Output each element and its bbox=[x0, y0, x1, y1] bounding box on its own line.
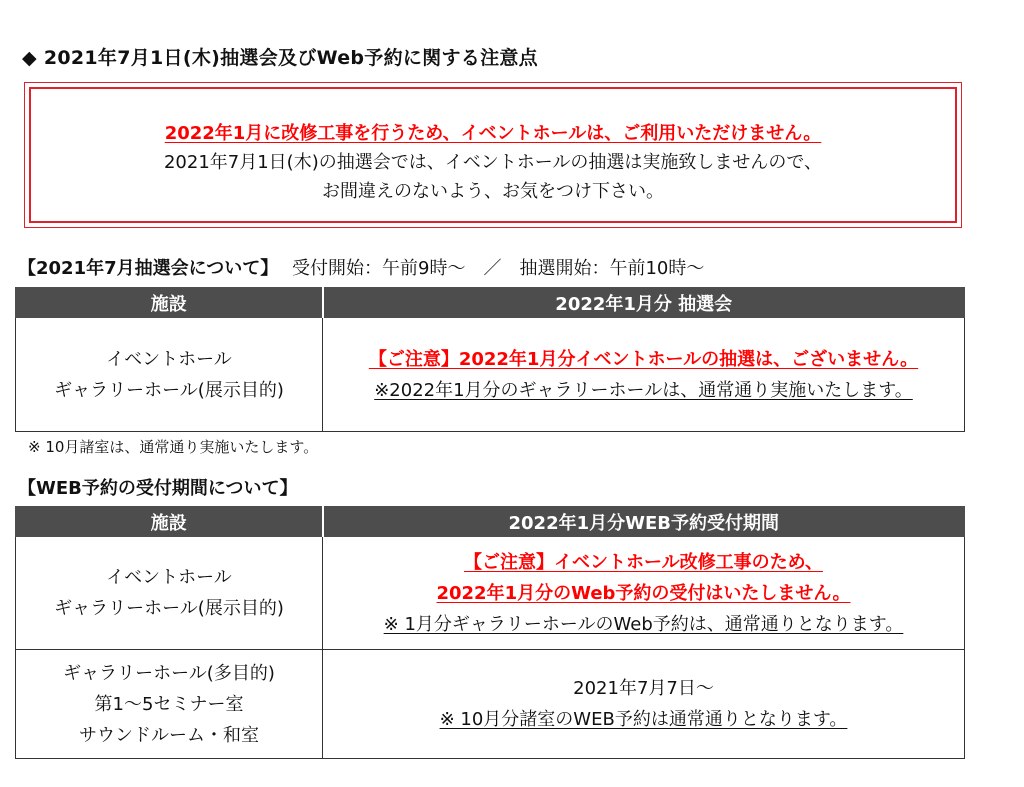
lottery-table-header bbox=[16, 288, 965, 318]
table-row bbox=[16, 650, 965, 759]
lottery-col-event: 2022年1月分 抽選会 bbox=[323, 288, 965, 318]
facility-line: ギャラリーホール(多目的) bbox=[63, 662, 275, 684]
lottery-warning: 【ご注意】2022年1月分イベントホールの抽選は、ございません。 bbox=[368, 348, 919, 370]
page-title: ◆ 2021年7月1日(木)抽選会及びWeb予約に関する注意点 bbox=[22, 47, 538, 69]
web-col-facility: 施設 bbox=[16, 507, 323, 537]
facility-line: イベントホール bbox=[106, 348, 232, 370]
lottery-heading-label: 【2021年7月抽選会について】 bbox=[18, 258, 279, 279]
web-row1-facility-cell bbox=[16, 537, 323, 650]
notice-line-3: お間違えのないよう、お気をつけ下さい。 bbox=[322, 181, 664, 202]
facility-line: 第1～5セミナー室 bbox=[94, 693, 244, 715]
notice-warning-line: 2022年1月に改修工事を行うため、イベントホールは、ご利用いただけません。 bbox=[164, 123, 822, 144]
web-row2-date: 2021年7月7日～ bbox=[573, 678, 714, 699]
web-row1-note: ※ 1月分ギャラリーホールのWeb予約は、通常通りとなります。 bbox=[383, 613, 904, 635]
lottery-section-heading bbox=[18, 254, 704, 280]
facility-line: イベントホール bbox=[106, 567, 232, 588]
notice-text bbox=[31, 119, 955, 206]
web-warning-line-2: 2022年1月分のWeb予約の受付はいたしません。 bbox=[436, 582, 851, 604]
notice-line-2: 2021年7月1日(木)の抽選会では、イベントホールの抽選は実施致しませんので、 bbox=[163, 152, 823, 173]
web-table-header bbox=[16, 507, 965, 537]
web-row2-note: ※ 10月分諸室のWEB予約は通常通りとなります。 bbox=[439, 709, 848, 730]
facility-line: サウンドルーム・和室 bbox=[79, 724, 259, 746]
web-table bbox=[15, 506, 965, 759]
table-row bbox=[16, 318, 965, 432]
web-row2-info-cell bbox=[323, 650, 965, 759]
notice-box bbox=[24, 82, 962, 228]
lottery-facility-cell bbox=[16, 318, 323, 432]
lottery-col-facility: 施設 bbox=[16, 288, 323, 318]
lottery-schedule: 受付開始：午前9時～ ／ 抽選開始：午前10時～ bbox=[292, 258, 705, 279]
lottery-note: ※2022年1月分のギャラリーホールは、通常通り実施いたします。 bbox=[374, 379, 913, 401]
table-row bbox=[16, 537, 965, 650]
web-row2-facility-cell bbox=[16, 650, 323, 759]
facility-line: ギャラリーホール(展示目的) bbox=[54, 598, 284, 619]
web-section-heading bbox=[18, 474, 298, 500]
web-heading-label: 【WEB予約の受付期間について】 bbox=[18, 478, 298, 499]
notice-box-inner bbox=[29, 87, 957, 223]
web-row1-info-cell bbox=[323, 537, 965, 650]
lottery-footnote: ※ 10月諸室は、通常通り実施いたします。 bbox=[28, 438, 319, 456]
facility-line: ギャラリーホール(展示目的) bbox=[54, 379, 284, 401]
lottery-info-cell bbox=[323, 318, 965, 432]
web-warning-line-1: 【ご注意】イベントホール改修工事のため、 bbox=[464, 551, 823, 573]
web-col-period: 2022年1月分WEB予約受付期間 bbox=[323, 507, 965, 537]
lottery-table bbox=[15, 287, 965, 432]
